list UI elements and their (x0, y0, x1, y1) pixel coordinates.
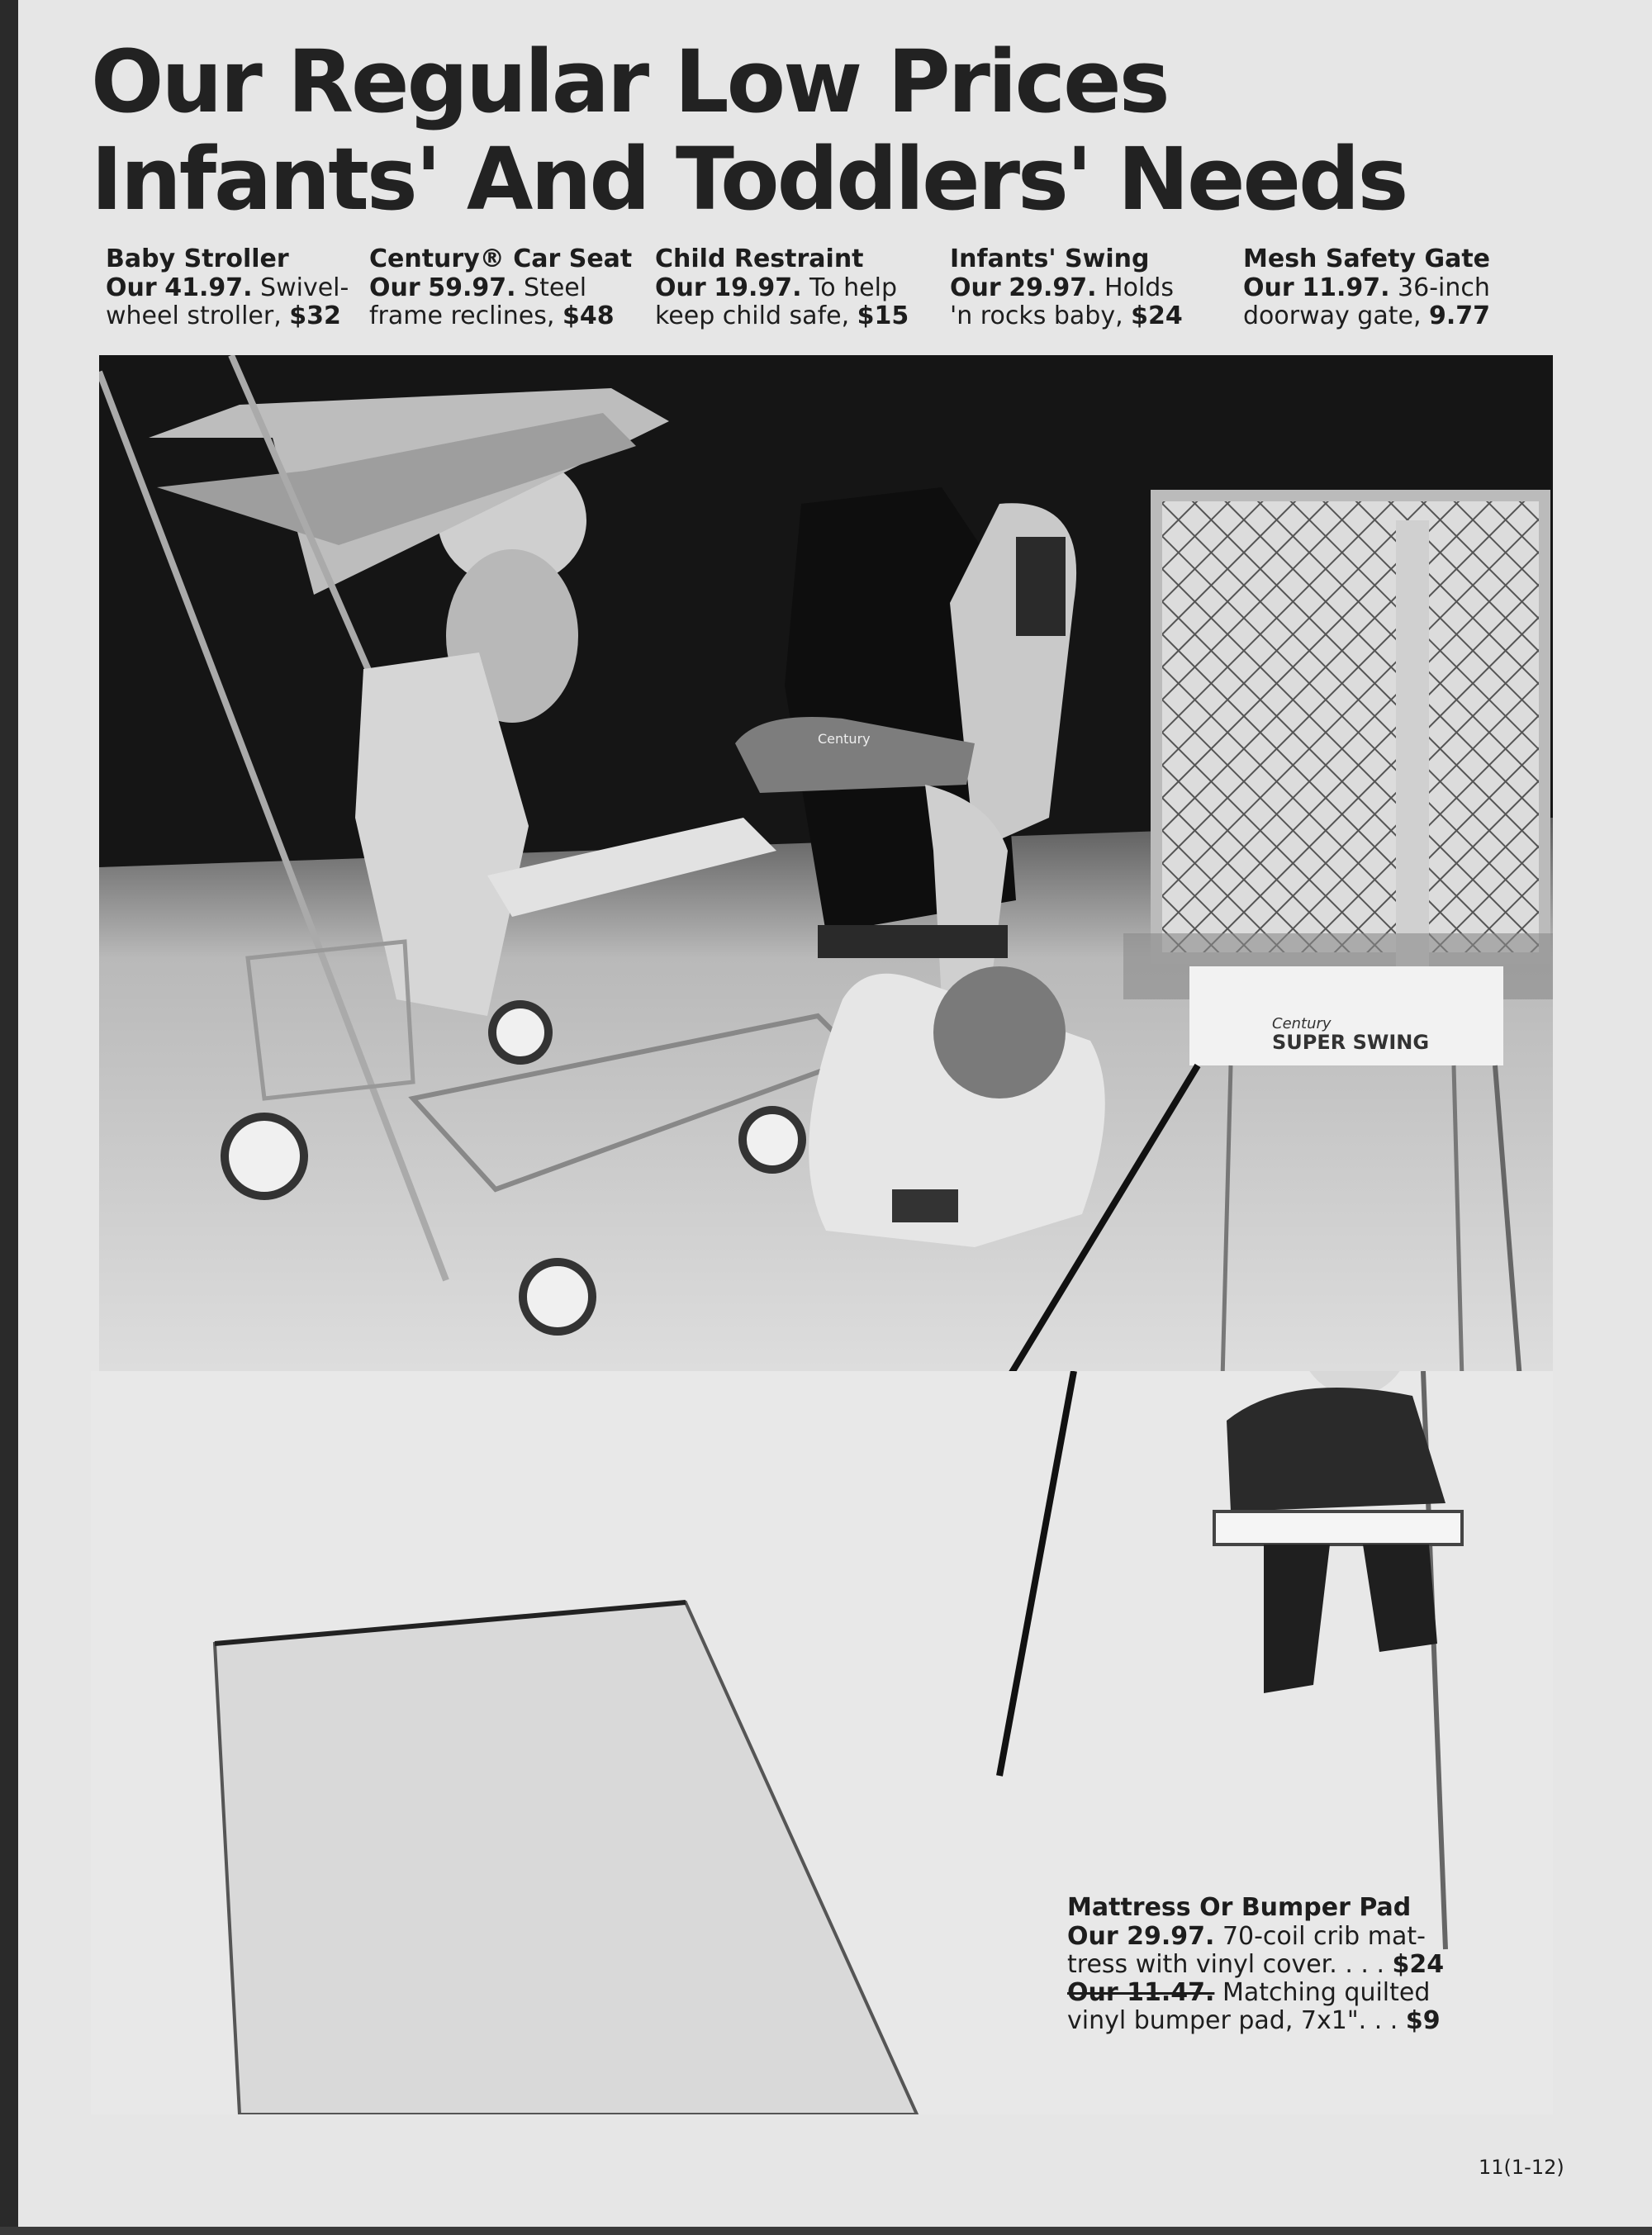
item-infants-swing (950, 244, 1222, 330)
bumper-desc-1: Matching quilted (1222, 1978, 1431, 2007)
item-baby-stroller (106, 244, 378, 330)
headline-line-1: Our Regular Low Prices (91, 31, 1168, 132)
item-name: Mesh Safety Gate (1243, 244, 1491, 273)
bumper-desc-2: vinyl bumper pad, 7x1". . . (1067, 2006, 1406, 2035)
item-desc-2: frame reclines, (369, 301, 563, 330)
item-regular-price: 41.97. (164, 273, 253, 302)
item-desc-1: 36-inch (1398, 273, 1490, 302)
headline-line-2: Infants' And Toddlers' Needs (91, 129, 1407, 230)
item-desc-1: Steel (524, 273, 587, 302)
item-regular-price: 11.97. (1302, 273, 1390, 302)
item-sale-price: $48 (562, 301, 615, 330)
mattress-name: Mattress Or Bumper Pad (1067, 1893, 1412, 1922)
car-seat-brand: Century (818, 731, 871, 747)
mattress-desc-2: tress with vinyl cover. . . . (1067, 1950, 1393, 1979)
item-name: Child Restraint (655, 244, 864, 273)
item-name: Baby Stroller (106, 244, 289, 273)
item-desc-1: To help (809, 273, 898, 302)
page-number: 11(1-12) (1479, 2156, 1564, 2179)
item-name: Century® Car Seat (369, 244, 633, 273)
page-edge (0, 0, 18, 2235)
item-regular-price: 29.97. (1009, 273, 1097, 302)
item-child-restraint (655, 244, 928, 330)
item-our-label: Our (369, 273, 420, 302)
item-desc-1: Swivel- (260, 273, 349, 302)
item-desc-1: Holds (1104, 273, 1174, 302)
item-our-label: Our (655, 273, 706, 302)
mattress-block (1067, 1893, 1447, 2035)
item-our-label: Our (950, 273, 1001, 302)
item-sale-price: $32 (289, 301, 341, 330)
swing-brand: Century (1272, 1015, 1332, 1032)
item-regular-price: 19.97. (714, 273, 802, 302)
item-desc-2: doorway gate, (1243, 301, 1430, 330)
safety-gate (1123, 496, 1553, 999)
item-desc-2: wheel stroller, (106, 301, 290, 330)
item-our-label: Our (106, 273, 157, 302)
swing-logo: SUPER SWING (1272, 1031, 1430, 1054)
mattress-sale-1: $24 (1392, 1950, 1445, 1979)
bumper-price: Our 11.47. (1067, 1978, 1215, 2007)
item-name: Infants' Swing (950, 244, 1150, 273)
item-car-seat (369, 244, 642, 330)
bumper-sale: $9 (1405, 2006, 1441, 2035)
item-sale-price: 9.77 (1429, 301, 1491, 330)
mattress-price-1: Our 29.97. (1067, 1922, 1215, 1951)
headline (91, 33, 1406, 228)
item-desc-2: keep child safe, (655, 301, 857, 330)
mattress-desc-1: 70-coil crib mat- (1222, 1922, 1426, 1951)
item-regular-price: 59.97. (428, 273, 516, 302)
item-sale-price: $24 (1131, 301, 1183, 330)
item-desc-2: 'n rocks baby, (950, 301, 1132, 330)
page-edge-bottom (0, 2227, 1652, 2235)
item-our-label: Our (1243, 273, 1294, 302)
item-sale-price: $15 (857, 301, 909, 330)
product-photo (99, 355, 1553, 1379)
item-mesh-safety-gate (1243, 244, 1516, 330)
child-restraint (809, 966, 1105, 1247)
